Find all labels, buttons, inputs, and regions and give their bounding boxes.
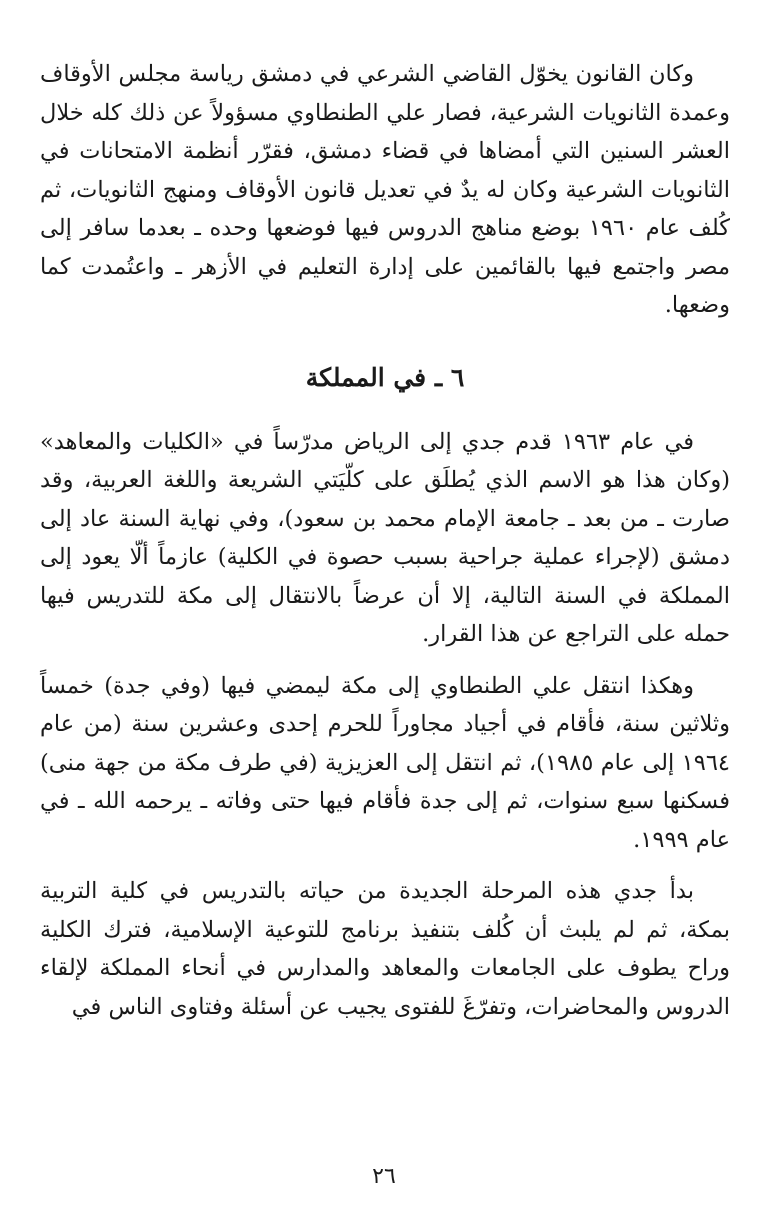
paragraph-2: في عام ١٩٦٣ قدم جدي إلى الرياض مدرّساً في «الكليات والمعاهد» (وكان هذا هو الاسم الذي يُطلَق على كلّيَتي الشريعة واللغة العربية، وقد صارت ـ من بعد ـ جامعة الإمام محمد بن سعود)، وفي نهاية السنة عاد إلى دمشق (لإجراء عملية جراحية بسبب حصوة في الكلية) عازماً ألّا يعود إلى المملكة في السنة التالية، إلا أن عرضاً بالانتقال إلى مكة للتدريس فيها حمله على التراجع عن هذا القرار. bbox=[40, 428, 730, 647]
paragraph-3: وهكذا انتقل علي الطنطاوي إلى مكة ليمضي فيها (وفي جدة) خمساً وثلاثين سنة، فأقام في أجياد مجاوراً للحرم إحدى وعشرين سنة (من عام ١٩٦٤ إلى عام ١٩٨٥)، ثم انتقل إلى العزيزية (في طرف مكة من جهة منى) فسكنها سبع سنوات، ثم إلى جدة فأقام فيها حتى وفاته ـ يرحمه الله ـ في عام ١٩٩٩. bbox=[40, 672, 730, 853]
page-number: ٢٦ bbox=[372, 1164, 396, 1189]
page-body bbox=[40, 55, 730, 1026]
paragraph-4: بدأ جدي هذه المرحلة الجديدة من حياته بالتدريس في كلية التربية بمكة، ثم لم يلبث أن كُلف بتنفيذ برنامج للتوعية الإسلامية، فترك الكلية وراح يطوف على الجامعات والمعاهد والمدارس في أنحاء المملكة لإلقاء الدروس والمحاضرات، وتفرّغَ للفتوى يجيب عن أسئلة وفتاوى الناس في bbox=[40, 878, 730, 1020]
section-heading: ٦ ـ في المملكة bbox=[305, 362, 465, 392]
paragraph-1: وكان القانون يخوّل القاضي الشرعي في دمشق رياسة مجلس الأوقاف وعمدة الثانويات الشرعية، فصار علي الطنطاوي مسؤولاً عن ذلك كله خلال العشر السنين التي أمضاها في قضاء دمشق، فقرّر أنظمة الامتحانات في الثانويات الشرعية وكان له يدٌ في تعديل قانون الأوقاف ومنهج الثانويات، ثم كُلف عام ١٩٦٠ بوضع مناهج الدروس فيها فوضعها وحده ـ بعدما سافر إلى مصر واجتمع فيها بالقائمين على إدارة التعليم في الأزهر ـ واعتُمدت كما وضعها. bbox=[40, 61, 731, 318]
